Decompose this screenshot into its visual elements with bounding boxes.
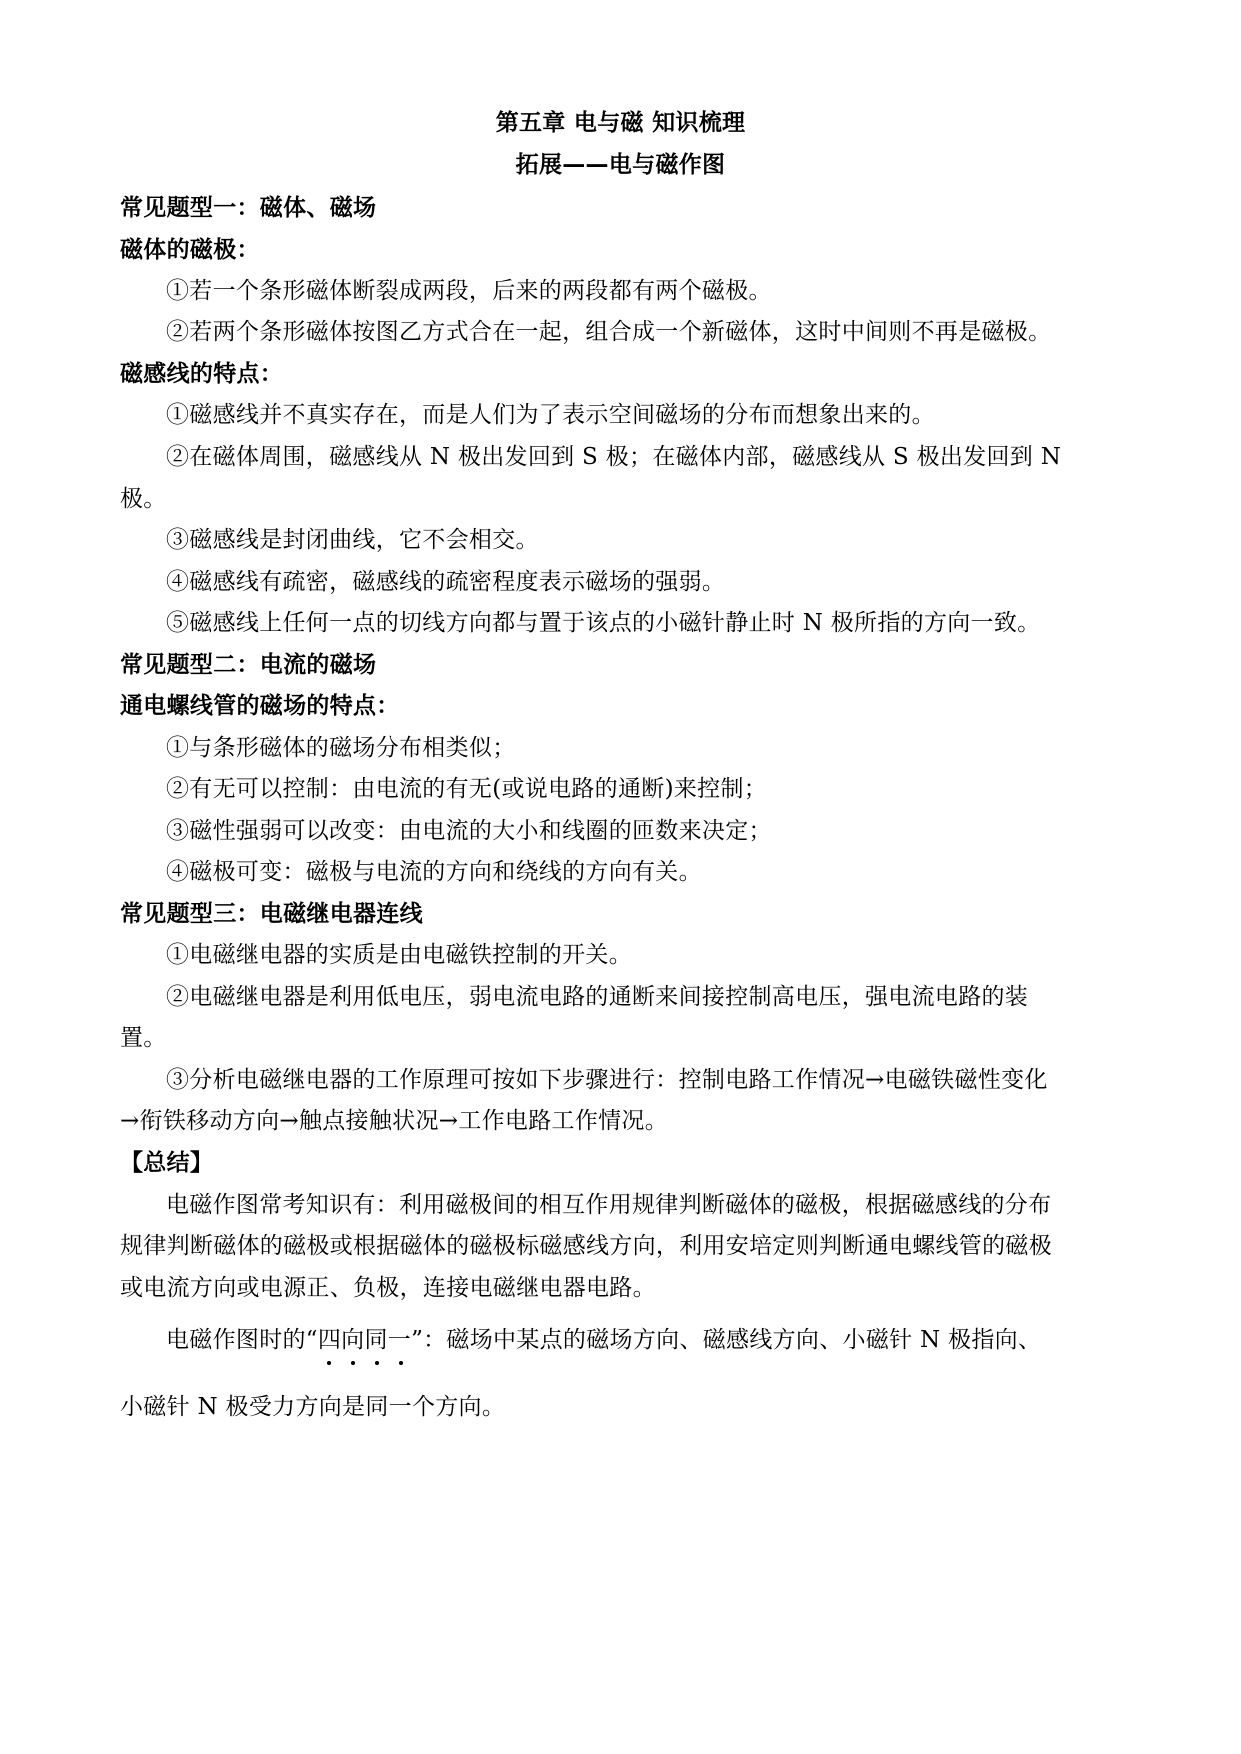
- summary-p2-post: ”：磁场中某点的磁场方向、磁感线方向、小磁针 N 极指向、: [411, 1327, 1042, 1353]
- section2-p3: ③磁性强弱可以改变：由电流的大小和线圈的匝数来决定；: [166, 818, 772, 844]
- section1-p4b: 极。: [120, 486, 167, 512]
- section1-p1: ①若一个条形磁体断裂成两段，后来的两段都有两个磁极。: [166, 278, 772, 304]
- emphasis-dot: [327, 1361, 331, 1365]
- section1-heading: 常见题型一：磁体、磁场: [120, 195, 377, 221]
- summary-p2-pre: 电磁作图时的“: [166, 1327, 318, 1353]
- summary-p1a: 电磁作图常考知识有：利用磁极间的相互作用规律判断磁体的磁极，根据磁感线的分布: [166, 1192, 1052, 1218]
- section3-p1: ①电磁继电器的实质是由电磁铁控制的开关。: [166, 942, 632, 968]
- section1-sub1: 磁体的磁极：: [120, 237, 260, 263]
- emphasis-dot: [351, 1361, 355, 1365]
- section1-p7: ⑤磁感线上任何一点的切线方向都与置于该点的小磁针静止时 N 极所指的方向一致。: [166, 610, 1041, 636]
- section3-heading: 常见题型三：电磁继电器连线: [120, 901, 423, 927]
- emphasis-text: [318, 1327, 411, 1353]
- section1-p6: ④磁感线有疏密，磁感线的疏密程度表示磁场的强弱。: [166, 569, 726, 595]
- section2-heading: 常见题型二：电流的磁场: [120, 652, 377, 678]
- section1-p4a: ②在磁体周围，磁感线从 N 极出发回到 S 极；在磁体内部，磁感线从 S 极出发回到 N: [166, 444, 1062, 470]
- section1-p5: ③磁感线是封闭曲线，它不会相交。: [166, 527, 539, 553]
- summary-p1c: 或电流方向或电源正、负极，连接电磁继电器电路。: [120, 1275, 656, 1301]
- summary-heading: 【总结】: [120, 1150, 214, 1176]
- summary-p1b: 规律判断磁体的磁极或根据磁体的磁极标磁感线方向，利用安培定则判断通电螺线管的磁极: [120, 1233, 1052, 1259]
- page-title: 第五章 电与磁 知识梳理: [495, 110, 746, 136]
- section3-p3a: ③分析电磁继电器的工作原理可按如下步骤进行：控制电路工作情况→电磁铁磁性变化: [166, 1067, 1048, 1093]
- section2-p2: ②有无可以控制：由电流的有无(或说电路的通断)来控制；: [166, 776, 768, 802]
- section1-p3: ①磁感线并不真实存在，而是人们为了表示空间磁场的分布而想象出来的。: [166, 402, 935, 428]
- section3-p2b: 置。: [120, 1025, 167, 1051]
- summary-p2: [166, 1325, 1130, 1355]
- section2-p4: ④磁极可变：磁极与电流的方向和绕线的方向有关。: [166, 859, 702, 885]
- page-subtitle: 拓展——电与磁作图: [515, 152, 726, 178]
- emphasis-dot: [375, 1361, 379, 1365]
- section1-p2: ②若两个条形磁体按图乙方式合在一起，组合成一个新磁体，这时中间则不再是磁极。: [166, 319, 1052, 345]
- emphasis-word: 四向同一: [317, 1327, 412, 1353]
- section1-sub2: 磁感线的特点：: [120, 361, 284, 387]
- section3-p3b: →衔铁移动方向→触点接触状况→工作电路工作情况。: [120, 1108, 669, 1134]
- section2-p1: ①与条形磁体的磁场分布相类似；: [166, 735, 516, 761]
- emphasis-dot: [399, 1361, 403, 1365]
- section3-p2a: ②电磁继电器是利用低电压，弱电流电路的通断来间接控制高电压，强电流电路的装: [166, 984, 1029, 1010]
- summary-p2b: 小磁针 N 极受力方向是同一个方向。: [120, 1394, 506, 1420]
- section2-sub1: 通电螺线管的磁场的特点：: [120, 693, 400, 719]
